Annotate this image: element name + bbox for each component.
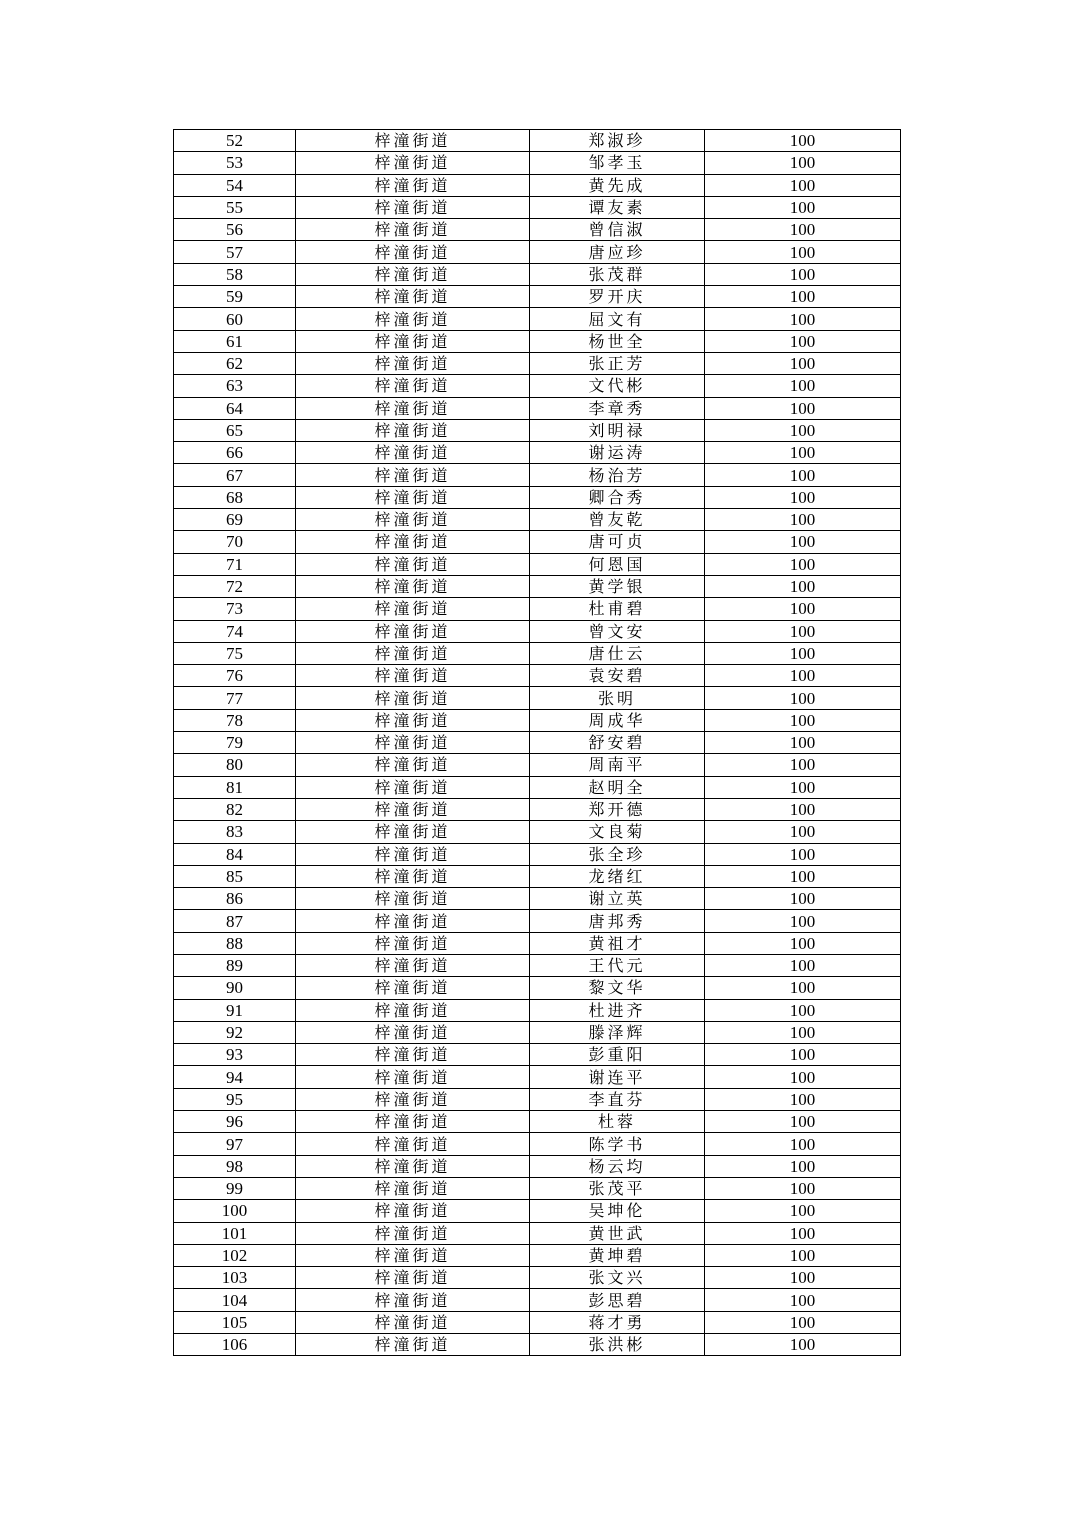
name-cell: 卿合秀 bbox=[530, 486, 705, 508]
street-cell: 梓潼街道 bbox=[296, 754, 530, 776]
street-cell: 梓潼街道 bbox=[296, 553, 530, 575]
amount-cell: 100 bbox=[705, 442, 901, 464]
name-cell: 曾友乾 bbox=[530, 509, 705, 531]
table-row bbox=[174, 1088, 901, 1110]
name-cell: 吴坤伦 bbox=[530, 1200, 705, 1222]
table-row bbox=[174, 1200, 901, 1222]
name-cell: 唐应珍 bbox=[530, 241, 705, 263]
table-row bbox=[174, 865, 901, 887]
name-cell: 谢运涛 bbox=[530, 442, 705, 464]
name-cell: 黄世武 bbox=[530, 1222, 705, 1244]
row-number-cell: 67 bbox=[174, 464, 296, 486]
amount-cell: 100 bbox=[705, 152, 901, 174]
amount-cell: 100 bbox=[705, 1200, 901, 1222]
name-cell: 李直芬 bbox=[530, 1088, 705, 1110]
name-cell: 李章秀 bbox=[530, 397, 705, 419]
street-cell: 梓潼街道 bbox=[296, 1133, 530, 1155]
table-row bbox=[174, 999, 901, 1021]
table-row bbox=[174, 665, 901, 687]
row-number-cell: 94 bbox=[174, 1066, 296, 1088]
street-cell: 梓潼街道 bbox=[296, 419, 530, 441]
row-number-cell: 58 bbox=[174, 263, 296, 285]
name-cell: 唐邦秀 bbox=[530, 910, 705, 932]
street-cell: 梓潼街道 bbox=[296, 219, 530, 241]
row-number-cell: 73 bbox=[174, 598, 296, 620]
table-row bbox=[174, 553, 901, 575]
name-cell: 滕泽辉 bbox=[530, 1021, 705, 1043]
name-cell: 张明 bbox=[530, 687, 705, 709]
row-number-cell: 92 bbox=[174, 1021, 296, 1043]
name-cell: 黎文华 bbox=[530, 977, 705, 999]
amount-cell: 100 bbox=[705, 509, 901, 531]
name-cell: 周南平 bbox=[530, 754, 705, 776]
table-row bbox=[174, 687, 901, 709]
street-cell: 梓潼街道 bbox=[296, 352, 530, 374]
row-number-cell: 55 bbox=[174, 196, 296, 218]
amount-cell: 100 bbox=[705, 531, 901, 553]
amount-cell: 100 bbox=[705, 754, 901, 776]
table-row bbox=[174, 954, 901, 976]
table-row bbox=[174, 241, 901, 263]
street-cell: 梓潼街道 bbox=[296, 263, 530, 285]
table-row bbox=[174, 1044, 901, 1066]
row-number-cell: 72 bbox=[174, 575, 296, 597]
amount-cell: 100 bbox=[705, 352, 901, 374]
street-cell: 梓潼街道 bbox=[296, 1111, 530, 1133]
street-cell: 梓潼街道 bbox=[296, 397, 530, 419]
amount-cell: 100 bbox=[705, 308, 901, 330]
row-number-cell: 62 bbox=[174, 352, 296, 374]
row-number-cell: 79 bbox=[174, 732, 296, 754]
table-row bbox=[174, 286, 901, 308]
amount-cell: 100 bbox=[705, 286, 901, 308]
amount-cell: 100 bbox=[705, 196, 901, 218]
table-row bbox=[174, 776, 901, 798]
name-cell: 龙绪红 bbox=[530, 865, 705, 887]
street-cell: 梓潼街道 bbox=[296, 687, 530, 709]
row-number-cell: 54 bbox=[174, 174, 296, 196]
amount-cell: 100 bbox=[705, 486, 901, 508]
street-cell: 梓潼街道 bbox=[296, 732, 530, 754]
row-number-cell: 97 bbox=[174, 1133, 296, 1155]
table-row bbox=[174, 1133, 901, 1155]
amount-cell: 100 bbox=[705, 1222, 901, 1244]
amount-cell: 100 bbox=[705, 1244, 901, 1266]
name-cell: 袁安碧 bbox=[530, 665, 705, 687]
name-cell: 屈文有 bbox=[530, 308, 705, 330]
row-number-cell: 61 bbox=[174, 330, 296, 352]
table-row bbox=[174, 732, 901, 754]
name-cell: 黄先成 bbox=[530, 174, 705, 196]
table-row bbox=[174, 843, 901, 865]
name-cell: 黄坤碧 bbox=[530, 1244, 705, 1266]
row-number-cell: 76 bbox=[174, 665, 296, 687]
table-row bbox=[174, 910, 901, 932]
name-cell: 刘明禄 bbox=[530, 419, 705, 441]
row-number-cell: 106 bbox=[174, 1334, 296, 1356]
table-row bbox=[174, 330, 901, 352]
amount-cell: 100 bbox=[705, 665, 901, 687]
row-number-cell: 93 bbox=[174, 1044, 296, 1066]
name-cell: 黄祖才 bbox=[530, 932, 705, 954]
amount-cell: 100 bbox=[705, 375, 901, 397]
name-cell: 杨云均 bbox=[530, 1155, 705, 1177]
street-cell: 梓潼街道 bbox=[296, 241, 530, 263]
table-row bbox=[174, 509, 901, 531]
table-row bbox=[174, 1267, 901, 1289]
name-cell: 曾信淑 bbox=[530, 219, 705, 241]
street-cell: 梓潼街道 bbox=[296, 442, 530, 464]
amount-cell: 100 bbox=[705, 1021, 901, 1043]
street-cell: 梓潼街道 bbox=[296, 1177, 530, 1199]
amount-cell: 100 bbox=[705, 419, 901, 441]
street-cell: 梓潼街道 bbox=[296, 1334, 530, 1356]
row-number-cell: 71 bbox=[174, 553, 296, 575]
street-cell: 梓潼街道 bbox=[296, 665, 530, 687]
name-cell: 张正芳 bbox=[530, 352, 705, 374]
amount-cell: 100 bbox=[705, 1267, 901, 1289]
row-number-cell: 85 bbox=[174, 865, 296, 887]
row-number-cell: 80 bbox=[174, 754, 296, 776]
table-row bbox=[174, 1334, 901, 1356]
row-number-cell: 75 bbox=[174, 642, 296, 664]
row-number-cell: 84 bbox=[174, 843, 296, 865]
street-cell: 梓潼街道 bbox=[296, 286, 530, 308]
name-cell: 唐可贞 bbox=[530, 531, 705, 553]
table-row bbox=[174, 888, 901, 910]
row-number-cell: 103 bbox=[174, 1267, 296, 1289]
amount-cell: 100 bbox=[705, 1088, 901, 1110]
street-cell: 梓潼街道 bbox=[296, 464, 530, 486]
row-number-cell: 91 bbox=[174, 999, 296, 1021]
name-cell: 杨世全 bbox=[530, 330, 705, 352]
street-cell: 梓潼街道 bbox=[296, 196, 530, 218]
street-cell: 梓潼街道 bbox=[296, 821, 530, 843]
amount-cell: 100 bbox=[705, 241, 901, 263]
row-number-cell: 69 bbox=[174, 509, 296, 531]
street-cell: 梓潼街道 bbox=[296, 1088, 530, 1110]
street-cell: 梓潼街道 bbox=[296, 620, 530, 642]
row-number-cell: 102 bbox=[174, 1244, 296, 1266]
row-number-cell: 90 bbox=[174, 977, 296, 999]
street-cell: 梓潼街道 bbox=[296, 486, 530, 508]
amount-cell: 100 bbox=[705, 865, 901, 887]
table-row bbox=[174, 375, 901, 397]
street-cell: 梓潼街道 bbox=[296, 798, 530, 820]
amount-cell: 100 bbox=[705, 620, 901, 642]
name-cell: 张茂群 bbox=[530, 263, 705, 285]
table-row bbox=[174, 464, 901, 486]
name-cell: 唐仕云 bbox=[530, 642, 705, 664]
street-cell: 梓潼街道 bbox=[296, 1044, 530, 1066]
street-cell: 梓潼街道 bbox=[296, 865, 530, 887]
name-cell: 谢连平 bbox=[530, 1066, 705, 1088]
amount-cell: 100 bbox=[705, 174, 901, 196]
table-row bbox=[174, 1177, 901, 1199]
amount-cell: 100 bbox=[705, 1334, 901, 1356]
name-cell: 杜进齐 bbox=[530, 999, 705, 1021]
table-row bbox=[174, 821, 901, 843]
row-number-cell: 95 bbox=[174, 1088, 296, 1110]
amount-cell: 100 bbox=[705, 1066, 901, 1088]
table-row bbox=[174, 709, 901, 731]
street-cell: 梓潼街道 bbox=[296, 575, 530, 597]
street-cell: 梓潼街道 bbox=[296, 776, 530, 798]
amount-cell: 100 bbox=[705, 954, 901, 976]
row-number-cell: 99 bbox=[174, 1177, 296, 1199]
table-row bbox=[174, 598, 901, 620]
name-cell: 张文兴 bbox=[530, 1267, 705, 1289]
name-cell: 杜甫碧 bbox=[530, 598, 705, 620]
street-cell: 梓潼街道 bbox=[296, 375, 530, 397]
street-cell: 梓潼街道 bbox=[296, 843, 530, 865]
table-row bbox=[174, 486, 901, 508]
table-row bbox=[174, 531, 901, 553]
street-cell: 梓潼街道 bbox=[296, 954, 530, 976]
roster-table bbox=[173, 129, 901, 1356]
table-row bbox=[174, 1289, 901, 1311]
row-number-cell: 83 bbox=[174, 821, 296, 843]
row-number-cell: 64 bbox=[174, 397, 296, 419]
row-number-cell: 59 bbox=[174, 286, 296, 308]
amount-cell: 100 bbox=[705, 130, 901, 152]
name-cell: 王代元 bbox=[530, 954, 705, 976]
table-row bbox=[174, 1111, 901, 1133]
amount-cell: 100 bbox=[705, 776, 901, 798]
name-cell: 张全珍 bbox=[530, 843, 705, 865]
name-cell: 赵明全 bbox=[530, 776, 705, 798]
street-cell: 梓潼街道 bbox=[296, 1021, 530, 1043]
row-number-cell: 52 bbox=[174, 130, 296, 152]
street-cell: 梓潼街道 bbox=[296, 932, 530, 954]
street-cell: 梓潼街道 bbox=[296, 1200, 530, 1222]
name-cell: 周成华 bbox=[530, 709, 705, 731]
amount-cell: 100 bbox=[705, 798, 901, 820]
row-number-cell: 57 bbox=[174, 241, 296, 263]
amount-cell: 100 bbox=[705, 464, 901, 486]
table-row bbox=[174, 397, 901, 419]
table-row bbox=[174, 130, 901, 152]
row-number-cell: 70 bbox=[174, 531, 296, 553]
row-number-cell: 68 bbox=[174, 486, 296, 508]
roster-table-body bbox=[174, 130, 901, 1356]
row-number-cell: 105 bbox=[174, 1311, 296, 1333]
street-cell: 梓潼街道 bbox=[296, 152, 530, 174]
row-number-cell: 53 bbox=[174, 152, 296, 174]
street-cell: 梓潼街道 bbox=[296, 1289, 530, 1311]
amount-cell: 100 bbox=[705, 575, 901, 597]
table-row bbox=[174, 263, 901, 285]
street-cell: 梓潼街道 bbox=[296, 709, 530, 731]
street-cell: 梓潼街道 bbox=[296, 598, 530, 620]
street-cell: 梓潼街道 bbox=[296, 308, 530, 330]
street-cell: 梓潼街道 bbox=[296, 1222, 530, 1244]
row-number-cell: 78 bbox=[174, 709, 296, 731]
name-cell: 黄学银 bbox=[530, 575, 705, 597]
name-cell: 杨治芳 bbox=[530, 464, 705, 486]
row-number-cell: 74 bbox=[174, 620, 296, 642]
street-cell: 梓潼街道 bbox=[296, 977, 530, 999]
street-cell: 梓潼街道 bbox=[296, 1311, 530, 1333]
name-cell: 张茂平 bbox=[530, 1177, 705, 1199]
row-number-cell: 56 bbox=[174, 219, 296, 241]
row-number-cell: 66 bbox=[174, 442, 296, 464]
street-cell: 梓潼街道 bbox=[296, 130, 530, 152]
name-cell: 郑淑珍 bbox=[530, 130, 705, 152]
table-row bbox=[174, 152, 901, 174]
name-cell: 蒋才勇 bbox=[530, 1311, 705, 1333]
amount-cell: 100 bbox=[705, 732, 901, 754]
table-row bbox=[174, 1021, 901, 1043]
name-cell: 何恩国 bbox=[530, 553, 705, 575]
street-cell: 梓潼街道 bbox=[296, 1267, 530, 1289]
row-number-cell: 86 bbox=[174, 888, 296, 910]
street-cell: 梓潼街道 bbox=[296, 1155, 530, 1177]
amount-cell: 100 bbox=[705, 263, 901, 285]
amount-cell: 100 bbox=[705, 397, 901, 419]
amount-cell: 100 bbox=[705, 1289, 901, 1311]
table-row bbox=[174, 1066, 901, 1088]
street-cell: 梓潼街道 bbox=[296, 174, 530, 196]
amount-cell: 100 bbox=[705, 821, 901, 843]
table-row bbox=[174, 196, 901, 218]
row-number-cell: 82 bbox=[174, 798, 296, 820]
table-row bbox=[174, 352, 901, 374]
amount-cell: 100 bbox=[705, 1133, 901, 1155]
amount-cell: 100 bbox=[705, 219, 901, 241]
amount-cell: 100 bbox=[705, 843, 901, 865]
amount-cell: 100 bbox=[705, 1311, 901, 1333]
amount-cell: 100 bbox=[705, 709, 901, 731]
street-cell: 梓潼街道 bbox=[296, 910, 530, 932]
amount-cell: 100 bbox=[705, 1044, 901, 1066]
name-cell: 陈学书 bbox=[530, 1133, 705, 1155]
amount-cell: 100 bbox=[705, 999, 901, 1021]
amount-cell: 100 bbox=[705, 642, 901, 664]
name-cell: 文代彬 bbox=[530, 375, 705, 397]
row-number-cell: 101 bbox=[174, 1222, 296, 1244]
amount-cell: 100 bbox=[705, 888, 901, 910]
street-cell: 梓潼街道 bbox=[296, 999, 530, 1021]
amount-cell: 100 bbox=[705, 1155, 901, 1177]
row-number-cell: 100 bbox=[174, 1200, 296, 1222]
street-cell: 梓潼街道 bbox=[296, 1244, 530, 1266]
table-row bbox=[174, 575, 901, 597]
name-cell: 罗开庆 bbox=[530, 286, 705, 308]
table-row bbox=[174, 1222, 901, 1244]
table-row bbox=[174, 1244, 901, 1266]
amount-cell: 100 bbox=[705, 977, 901, 999]
amount-cell: 100 bbox=[705, 932, 901, 954]
table-row bbox=[174, 1311, 901, 1333]
row-number-cell: 87 bbox=[174, 910, 296, 932]
name-cell: 杜蓉 bbox=[530, 1111, 705, 1133]
table-row bbox=[174, 754, 901, 776]
table-row bbox=[174, 977, 901, 999]
table-row bbox=[174, 174, 901, 196]
row-number-cell: 65 bbox=[174, 419, 296, 441]
amount-cell: 100 bbox=[705, 687, 901, 709]
name-cell: 邹孝玉 bbox=[530, 152, 705, 174]
street-cell: 梓潼街道 bbox=[296, 531, 530, 553]
row-number-cell: 60 bbox=[174, 308, 296, 330]
name-cell: 谭友素 bbox=[530, 196, 705, 218]
row-number-cell: 104 bbox=[174, 1289, 296, 1311]
name-cell: 曾文安 bbox=[530, 620, 705, 642]
table-row bbox=[174, 932, 901, 954]
street-cell: 梓潼街道 bbox=[296, 1066, 530, 1088]
name-cell: 张洪彬 bbox=[530, 1334, 705, 1356]
row-number-cell: 89 bbox=[174, 954, 296, 976]
amount-cell: 100 bbox=[705, 553, 901, 575]
table-row bbox=[174, 1155, 901, 1177]
name-cell: 文良菊 bbox=[530, 821, 705, 843]
table-row bbox=[174, 642, 901, 664]
name-cell: 谢立英 bbox=[530, 888, 705, 910]
row-number-cell: 98 bbox=[174, 1155, 296, 1177]
row-number-cell: 88 bbox=[174, 932, 296, 954]
table-row bbox=[174, 219, 901, 241]
street-cell: 梓潼街道 bbox=[296, 642, 530, 664]
street-cell: 梓潼街道 bbox=[296, 330, 530, 352]
amount-cell: 100 bbox=[705, 1111, 901, 1133]
street-cell: 梓潼街道 bbox=[296, 509, 530, 531]
table-row bbox=[174, 308, 901, 330]
table-row bbox=[174, 419, 901, 441]
name-cell: 彭思碧 bbox=[530, 1289, 705, 1311]
amount-cell: 100 bbox=[705, 330, 901, 352]
row-number-cell: 63 bbox=[174, 375, 296, 397]
row-number-cell: 81 bbox=[174, 776, 296, 798]
name-cell: 舒安碧 bbox=[530, 732, 705, 754]
amount-cell: 100 bbox=[705, 598, 901, 620]
street-cell: 梓潼街道 bbox=[296, 888, 530, 910]
amount-cell: 100 bbox=[705, 1177, 901, 1199]
name-cell: 郑开德 bbox=[530, 798, 705, 820]
table-row bbox=[174, 620, 901, 642]
row-number-cell: 96 bbox=[174, 1111, 296, 1133]
table-row bbox=[174, 798, 901, 820]
amount-cell: 100 bbox=[705, 910, 901, 932]
table-row bbox=[174, 442, 901, 464]
name-cell: 彭重阳 bbox=[530, 1044, 705, 1066]
row-number-cell: 77 bbox=[174, 687, 296, 709]
